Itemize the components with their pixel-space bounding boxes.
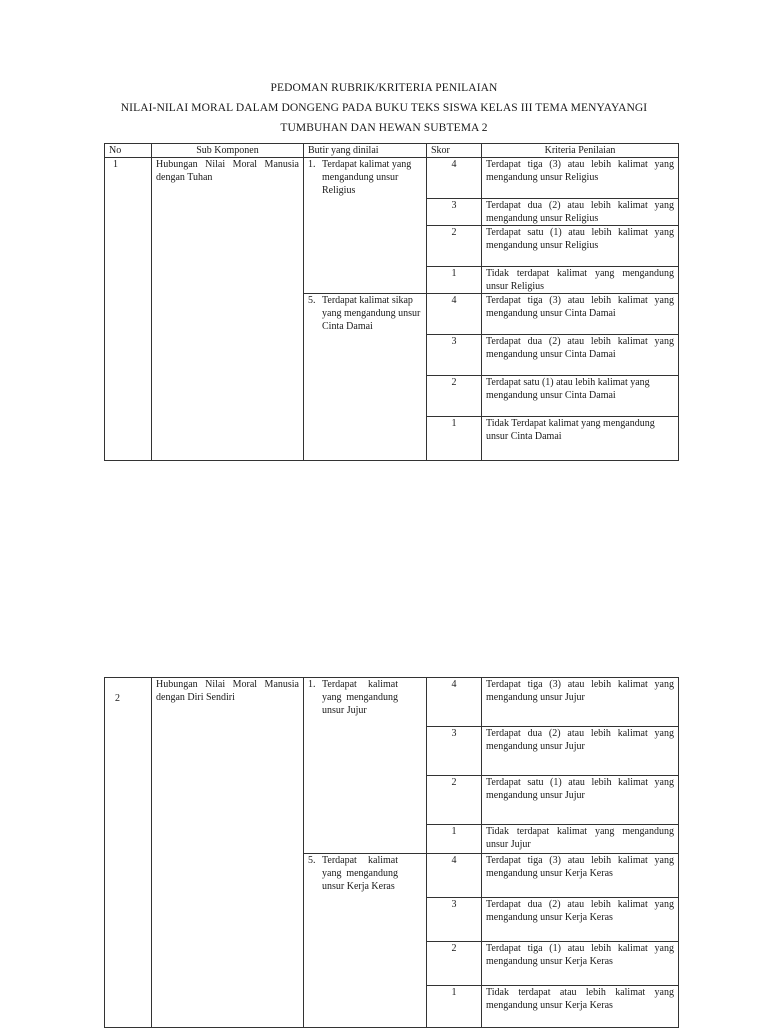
kriteria-cell: Terdapat dua (2) atau lebih kalimat yang mengandung unsur Kerja Keras bbox=[482, 898, 679, 942]
butir-cell bbox=[304, 294, 427, 461]
kriteria-cell: Terdapat dua (2) atau lebih kalimat yang mengandung unsur Cinta Damai bbox=[482, 335, 679, 376]
table-row bbox=[105, 678, 679, 727]
butir-text: Terdapat kalimat yang mengandung unsur Religius bbox=[322, 159, 412, 196]
row-no: 2 bbox=[105, 678, 152, 1028]
table-header-row bbox=[105, 144, 679, 158]
kriteria-cell: Tidak terdapat atau lebih kalimat yang mengandung unsur Kerja Keras bbox=[482, 986, 679, 1028]
kriteria-cell: Terdapat dua (2) atau lebih kalimat yang mengandung unsur Jujur bbox=[482, 727, 679, 776]
skor-cell: 4 bbox=[427, 854, 482, 898]
butir-cell bbox=[304, 854, 427, 1028]
rubric-table-2 bbox=[104, 677, 679, 1028]
skor-cell: 2 bbox=[427, 776, 482, 825]
kriteria-cell: Terdapat satu (1) atau lebih kalimat yang mengandung unsur Cinta Damai bbox=[482, 376, 679, 417]
skor-cell: 3 bbox=[427, 335, 482, 376]
doc-subtitle-line2: TUMBUHAN DAN HEWAN SUBTEMA 2 bbox=[280, 122, 488, 134]
kriteria-cell: Terdapat tiga (3) atau lebih kalimat yang mengandung unsur Jujur bbox=[482, 678, 679, 727]
col-header-butir: Butir yang dinilai bbox=[304, 144, 427, 158]
col-header-kriteria: Kriteria Penilaian bbox=[482, 144, 679, 158]
butir-text: Terdapat kalimat sikap yang mengandung unsur Cinta Damai bbox=[322, 295, 421, 332]
butir-number: 1. bbox=[308, 159, 316, 170]
kriteria-cell: Tidak terdapat kalimat yang mengandung unsur Jujur bbox=[482, 825, 679, 854]
skor-cell: 3 bbox=[427, 898, 482, 942]
col-header-skor: Skor bbox=[427, 144, 482, 158]
col-header-no: No bbox=[105, 144, 152, 158]
skor-cell: 1 bbox=[427, 986, 482, 1028]
kriteria-cell: Terdapat tiga (3) atau lebih kalimat yang mengandung unsur Religius bbox=[482, 158, 679, 199]
skor-cell: 3 bbox=[427, 199, 482, 226]
skor-cell: 4 bbox=[427, 158, 482, 199]
kriteria-cell: Tidak Terdapat kalimat yang mengandung unsur Cinta Damai bbox=[482, 417, 679, 461]
butir-text: Terdapat kalimat yang mengandung unsur Kerja Keras bbox=[322, 855, 398, 892]
kriteria-cell: Terdapat tiga (3) atau lebih kalimat yang mengandung unsur Kerja Keras bbox=[482, 854, 679, 898]
rubric-table-1 bbox=[104, 143, 679, 461]
row-no: 1 bbox=[105, 158, 152, 461]
butir-cell bbox=[304, 678, 427, 854]
table-row bbox=[105, 158, 679, 199]
butir-number: 5. bbox=[308, 295, 316, 306]
butir-number: 5. bbox=[308, 855, 316, 866]
sub-komponen-cell: Hubungan Nilai Moral Manusia dengan Diri Sendiri bbox=[152, 678, 304, 1028]
doc-subtitle-line1: NILAI-NILAI MORAL DALAM DONGENG PADA BUKU TEKS SISWA KELAS III TEMA MENYAYANGI bbox=[120, 102, 648, 114]
kriteria-cell: Terdapat tiga (3) atau lebih kalimat yang mengandung unsur Cinta Damai bbox=[482, 294, 679, 335]
skor-cell: 2 bbox=[427, 376, 482, 417]
kriteria-cell: Terdapat tiga (1) atau lebih kalimat yang mengandung unsur Kerja Keras bbox=[482, 942, 679, 986]
kriteria-cell: Terdapat dua (2) atau lebih kalimat yang mengandung unsur Religius bbox=[482, 199, 679, 226]
doc-title: PEDOMAN RUBRIK/KRITERIA PENILAIAN bbox=[270, 82, 498, 94]
col-header-sub-komponen: Sub Komponen bbox=[152, 144, 304, 158]
skor-cell: 1 bbox=[427, 417, 482, 461]
skor-cell: 3 bbox=[427, 727, 482, 776]
skor-cell: 2 bbox=[427, 942, 482, 986]
skor-cell: 1 bbox=[427, 267, 482, 294]
kriteria-cell: Terdapat satu (1) atau lebih kalimat yang mengandung unsur Jujur bbox=[482, 776, 679, 825]
skor-cell: 1 bbox=[427, 825, 482, 854]
butir-text: Terdapat kalimat yang mengandung unsur Jujur bbox=[322, 679, 398, 716]
sub-komponen-cell: Hubungan Nilai Moral Manusia dengan Tuhan bbox=[152, 158, 304, 461]
kriteria-cell: Terdapat satu (1) atau lebih kalimat yang mengandung unsur Religius bbox=[482, 226, 679, 267]
skor-cell: 2 bbox=[427, 226, 482, 267]
skor-cell: 4 bbox=[427, 678, 482, 727]
kriteria-cell: Tidak terdapat kalimat yang mengandung unsur Religius bbox=[482, 267, 679, 294]
skor-cell: 4 bbox=[427, 294, 482, 335]
butir-cell bbox=[304, 158, 427, 294]
butir-number: 1. bbox=[308, 679, 316, 690]
